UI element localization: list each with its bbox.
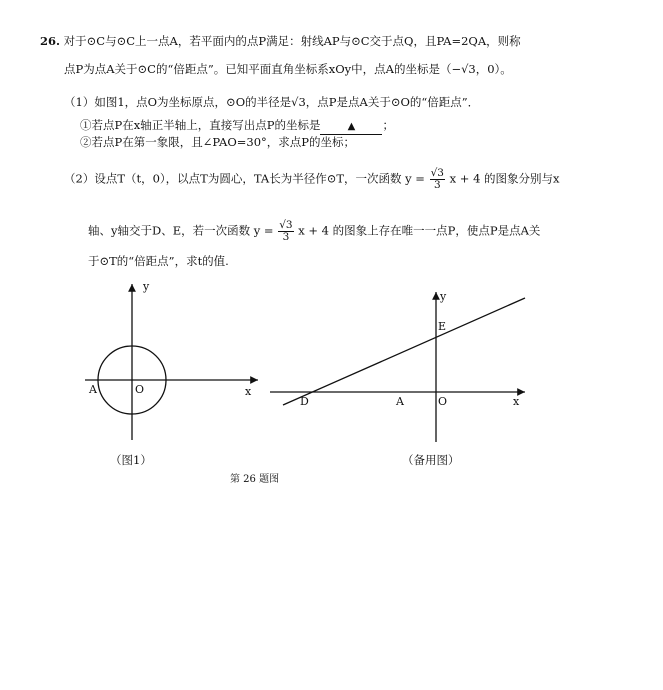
problem-text-2a: 点P为点A关于⊙C的“倍距点”。已知平面直角坐标系xOy中，点A的坐标是（ — [64, 62, 452, 76]
part2-text-2a: 轴、y轴交于D、E，若一次函数 y = — [88, 223, 274, 238]
fig2-label-y: y — [440, 290, 447, 303]
figure-group-caption: 第 26 题图 — [230, 474, 280, 485]
part2-text-3: 于⊙T的“倍距点”，求t的值. — [88, 254, 229, 268]
part1-intro-b: ，点P是点A关于⊙O的“倍距点”． — [305, 95, 480, 109]
figure-2-caption: （备用图） — [402, 453, 460, 467]
fig1-label-o: O — [135, 383, 145, 396]
fig2-label-d: D — [300, 395, 309, 408]
problem-text-2b: ，0）。 — [475, 62, 512, 76]
figure-1-caption: （图1） — [110, 453, 152, 467]
fig1-label-x: x — [245, 385, 252, 398]
fig2-label-x: x — [513, 395, 520, 408]
figure-1 — [85, 280, 258, 440]
slope-numerator: √3 — [430, 167, 444, 179]
part2-text-1b: x + 4 的图象分别与x — [449, 171, 560, 186]
part2-text-2b: x + 4 的图象上存在唯一一点P，使点P是点A关 — [298, 223, 541, 238]
problem-number: 26. — [40, 34, 61, 48]
fig2-label-e: E — [438, 320, 447, 333]
fig2-label-a: A — [396, 395, 404, 408]
fig1-label-y: y — [143, 280, 150, 293]
fig1-label-a: A — [89, 383, 97, 396]
fig2-label-o: O — [438, 395, 448, 408]
blank-mark: ▲ — [347, 121, 356, 132]
radius-value: √3 — [291, 95, 306, 109]
q1-text: ①若点P在x轴正半轴上，直接写出点P的坐标是 — [80, 118, 321, 132]
figure-2 — [270, 290, 525, 442]
fig2-line-de — [283, 298, 525, 405]
slope-denominator: 3 — [433, 179, 441, 191]
point-a-x-coord: −√3 — [451, 62, 476, 76]
problem-text-1: 对于⊙C与⊙C上一点A，若平面内的点P满足：射线AP与⊙C交于点Q，且PA=2QA，则称 — [63, 34, 521, 48]
slope-denominator-2: 3 — [282, 231, 290, 243]
part1-intro-a: （1）如图1，点O为坐标原点，⊙O的半径是 — [64, 95, 292, 109]
part2-text-1a: （2）设点T（t，0），以点T为圆心，TA长为半径作⊙T，一次函数 y = — [64, 171, 425, 186]
q1-end: ； — [382, 118, 394, 132]
q2-text: ②若点P在第一象限，且∠PAO=30°，求点P的坐标； — [80, 135, 356, 149]
slope-numerator-2: √3 — [279, 219, 293, 231]
